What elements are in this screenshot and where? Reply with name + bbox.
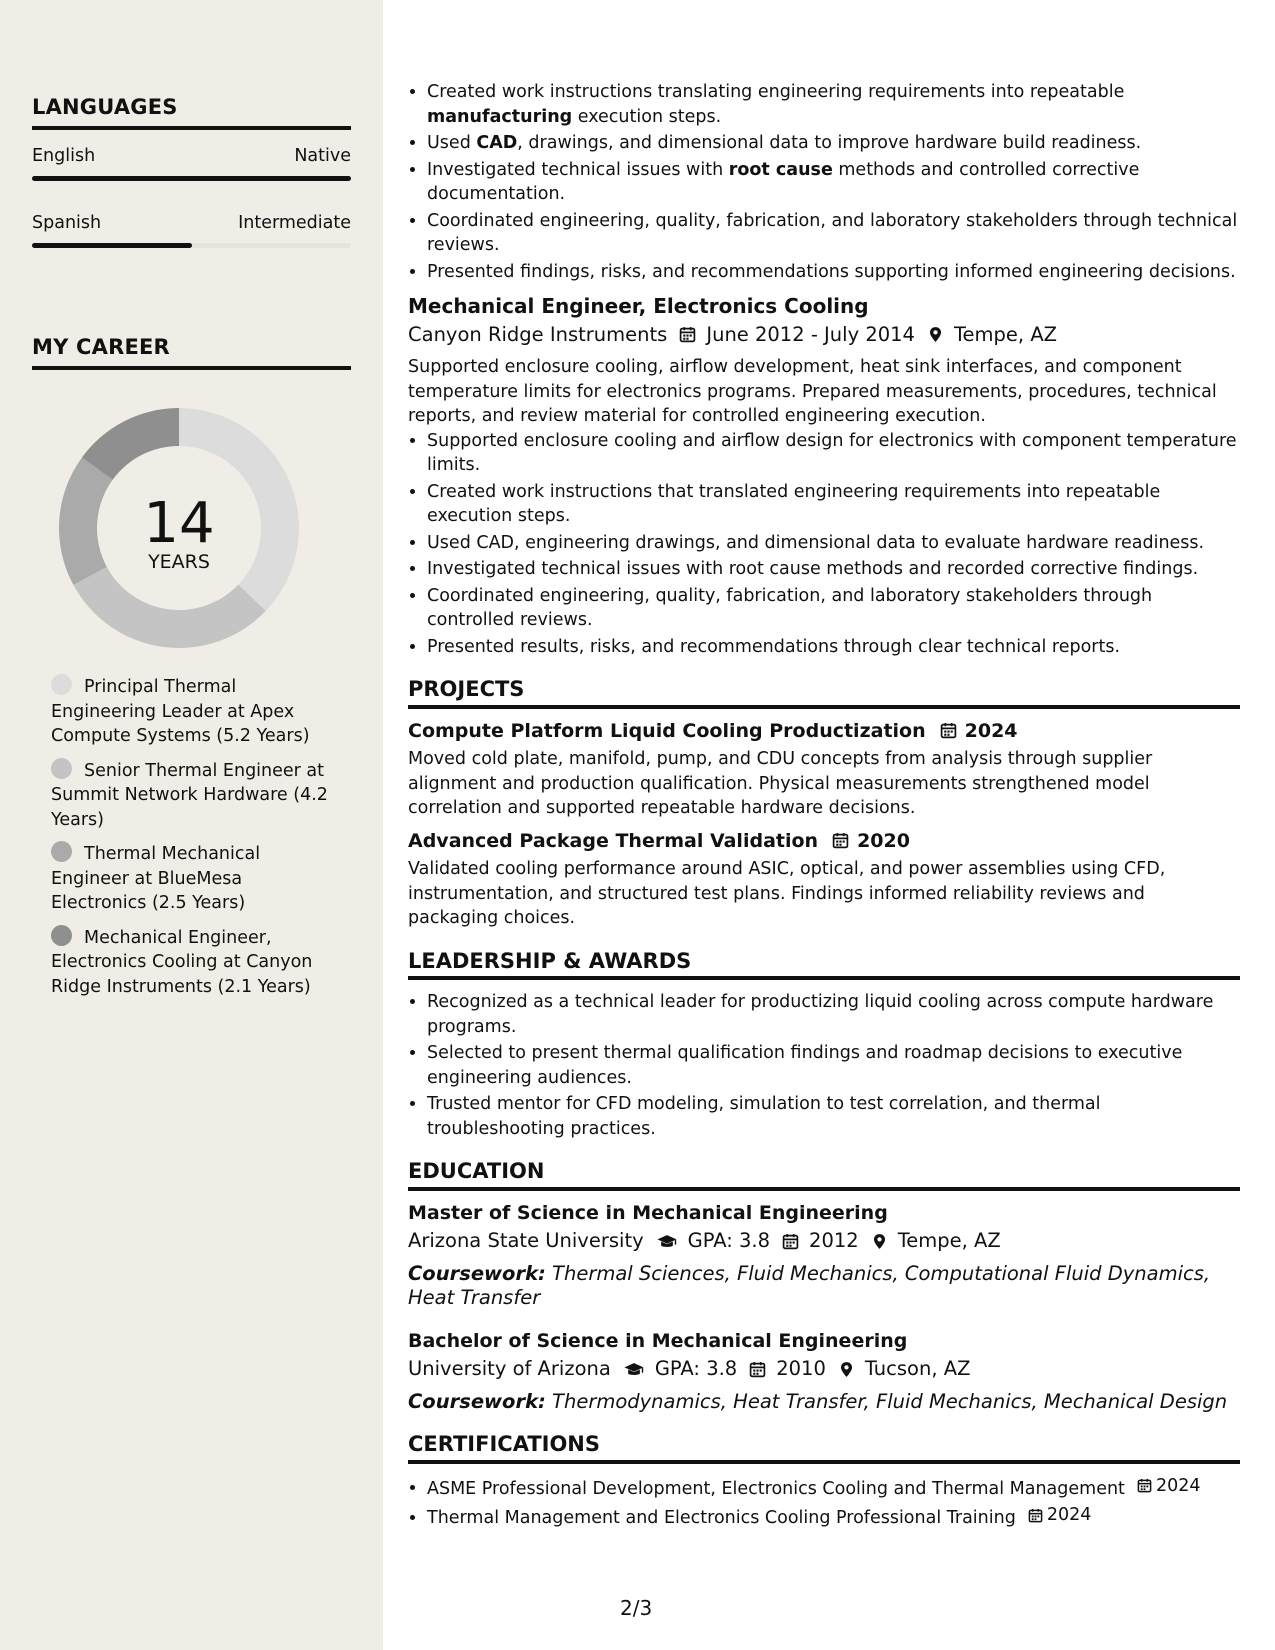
graduation-cap-icon: [656, 1233, 678, 1250]
bullet-item: • Supported enclosure cooling and airflow design for electronics with component temperature limits.: [427, 429, 1240, 478]
leadership-heading: LEADERSHIP & AWARDS: [408, 949, 1240, 981]
school-name: Arizona State University: [408, 1229, 644, 1252]
language-proficiency-fill: [32, 176, 351, 181]
certifications-list: [408, 1474, 1240, 1531]
bullet-item: • Presented results, risks, and recommendations through clear technical reports.: [427, 635, 1240, 660]
job-meta: [408, 323, 1240, 348]
certification-item: • ASME Professional Development, Electronics Cooling and Thermal Management 2024: [427, 1474, 1240, 1501]
calendar-icon: [749, 1361, 766, 1378]
job-company: Canyon Ridge Instruments: [408, 322, 668, 346]
previous-job-bullets: [408, 80, 1240, 284]
project-year: 2024: [964, 719, 1018, 742]
language-english: [32, 146, 351, 181]
location-pin-icon: [871, 1233, 888, 1250]
language-level: Native: [294, 146, 351, 166]
gpa: GPA: 3.8: [654, 1357, 738, 1380]
bullet-item: • Created work instructions that translated engineering requirements into repeatable execution steps.: [427, 480, 1240, 529]
bullet-item: • Created work instructions translating engineering requirements into repeatable manufacturing execution steps.: [427, 80, 1240, 129]
job-location: Tempe, AZ: [953, 322, 1058, 346]
location-pin-icon: [838, 1361, 855, 1378]
project-year: 2020: [857, 829, 910, 852]
legend-label: Mechanical Engineer, Electronics Cooling at Canyon Ridge Instruments (2.1 Years): [51, 927, 313, 997]
legend-dot: [51, 758, 72, 779]
education-heading: EDUCATION: [408, 1159, 1240, 1191]
bullet-item: • Investigated technical issues with root cause methods and controlled corrective documentation.: [427, 158, 1240, 207]
language-proficiency-bar: [32, 176, 351, 181]
languages-heading: LANGUAGES: [32, 95, 351, 130]
project-entry: [408, 719, 1240, 821]
coursework: Coursework: Thermodynamics, Heat Transfer, Fluid Mechanics, Mechanical Design: [408, 1389, 1228, 1413]
career-total-number: 14: [143, 491, 215, 556]
career-legend-item: [51, 925, 341, 1000]
project-description: Moved cold plate, manifold, pump, and CDU concepts from analysis through supplier alignment and production qualification. Physical measurements strengthened model correlation and supported repeatable hardware decisions.: [408, 749, 1153, 818]
calendar-icon: [1028, 1508, 1047, 1523]
job-summary: Supported enclosure cooling, airflow development, heat sink interfaces, and component temperature limits for electronics programs. Prepared measurements, procedures, technical reports, and review material for controlled engineering execution.: [408, 357, 1217, 426]
bullet-item: • Investigated technical issues with root cause methods and recorded corrective findings.: [427, 557, 1240, 582]
bullet-item: • Selected to present thermal qualification findings and roadmap decisions to executive engineering audiences.: [427, 1041, 1240, 1090]
career-total-unit: YEARS: [148, 551, 210, 573]
project-title: Compute Platform Liquid Cooling Productization: [408, 719, 926, 742]
graduation-year: 2010: [776, 1357, 826, 1380]
education-meta: [408, 1357, 1240, 1382]
coursework: Coursework: Thermal Sciences, Fluid Mechanics, Computational Fluid Dynamics, Heat Transfer: [408, 1261, 1211, 1309]
language-name: Spanish: [32, 213, 102, 233]
job-dates: June 2012 - July 2014: [706, 322, 915, 346]
donut-segment-3: [59, 457, 113, 584]
certifications-heading: CERTIFICATIONS: [408, 1432, 1240, 1464]
project-description: Validated cooling performance around ASIC, optical, and power assemblies using CFD, instrumentation, and structured test plans. Findings informed reliability reviews and packaging choices.: [408, 859, 1166, 928]
main-content: [408, 80, 1240, 1532]
career-legend-item: [51, 674, 341, 749]
projects-heading: PROJECTS: [408, 677, 1240, 709]
legend-dot: [51, 925, 72, 946]
degree-title: Master of Science in Mechanical Engineering: [408, 1201, 888, 1224]
certification-item: • Thermal Management and Electronics Cooling Professional Training 2024: [427, 1503, 1240, 1530]
education-meta: [408, 1229, 1240, 1254]
language-spanish: [32, 213, 351, 248]
bullet-item: • Coordinated engineering, quality, fabrication, and laboratory stakeholders through technical reviews.: [427, 209, 1240, 258]
sidebar: [0, 0, 383, 1650]
job-bullets: [408, 429, 1240, 660]
bullet-item: • Trusted mentor for CFD modeling, simulation to test correlation, and thermal troubleshooting practices.: [427, 1092, 1240, 1141]
legend-label: Principal Thermal Engineering Leader at Apex Compute Systems (5.2 Years): [51, 677, 310, 746]
bullet-item: • Used CAD, drawings, and dimensional data to improve hardware build readiness.: [427, 131, 1240, 156]
project-entry: [408, 829, 1240, 931]
career-legend: [51, 674, 341, 1008]
career-legend-item: [51, 758, 341, 833]
education-entry: [408, 1329, 1240, 1415]
calendar-icon: [1137, 1478, 1156, 1493]
certification-year: 2024: [1046, 1504, 1092, 1525]
career-section: [32, 335, 351, 370]
calendar-icon: [679, 326, 696, 343]
graduation-cap-icon: [623, 1361, 645, 1378]
language-proficiency-bar: [32, 243, 351, 248]
bullet-item: • Recognized as a technical leader for productizing liquid cooling across compute hardware programs.: [427, 990, 1240, 1039]
project-title: Advanced Package Thermal Validation: [408, 829, 819, 852]
education-entry: [408, 1201, 1240, 1311]
career-legend-item: [51, 841, 341, 916]
calendar-icon: [782, 1233, 799, 1250]
career-donut-chart: [59, 408, 299, 648]
legend-label: Senior Thermal Engineer at Summit Network Hardware (4.2 Years): [51, 760, 328, 830]
language-proficiency-fill: [32, 243, 192, 248]
degree-title: Bachelor of Science in Mechanical Engineering: [408, 1329, 908, 1352]
career-heading: MY CAREER: [32, 335, 351, 370]
legend-dot: [51, 674, 72, 695]
bullet-item: • Presented findings, risks, and recommendations supporting informed engineering decisions.: [427, 260, 1240, 285]
graduation-year: 2012: [809, 1229, 859, 1252]
job-entry: [408, 294, 1240, 659]
job-title: Mechanical Engineer, Electronics Cooling: [408, 294, 869, 318]
gpa: GPA: 3.8: [687, 1229, 771, 1252]
legend-label: Thermal Mechanical Engineer at BlueMesa Electronics (2.5 Years): [51, 844, 261, 913]
location-pin-icon: [927, 326, 944, 343]
language-level: Intermediate: [238, 213, 351, 233]
bullet-item: • Coordinated engineering, quality, fabrication, and laboratory stakeholders through controlled reviews.: [427, 584, 1240, 633]
page-number: 2/3: [620, 1596, 653, 1620]
calendar-icon: [832, 832, 849, 849]
school-location: Tempe, AZ: [897, 1229, 1001, 1252]
languages-section: [32, 95, 351, 248]
leadership-list: [408, 990, 1240, 1141]
certification-year: 2024: [1155, 1475, 1201, 1496]
school-location: Tucson, AZ: [864, 1357, 971, 1380]
bullet-item: • Used CAD, engineering drawings, and dimensional data to evaluate hardware readiness.: [427, 531, 1240, 556]
school-name: University of Arizona: [408, 1357, 611, 1380]
donut-segment-2: [73, 567, 265, 648]
language-name: English: [32, 146, 96, 166]
legend-dot: [51, 841, 72, 862]
calendar-icon: [940, 722, 957, 739]
